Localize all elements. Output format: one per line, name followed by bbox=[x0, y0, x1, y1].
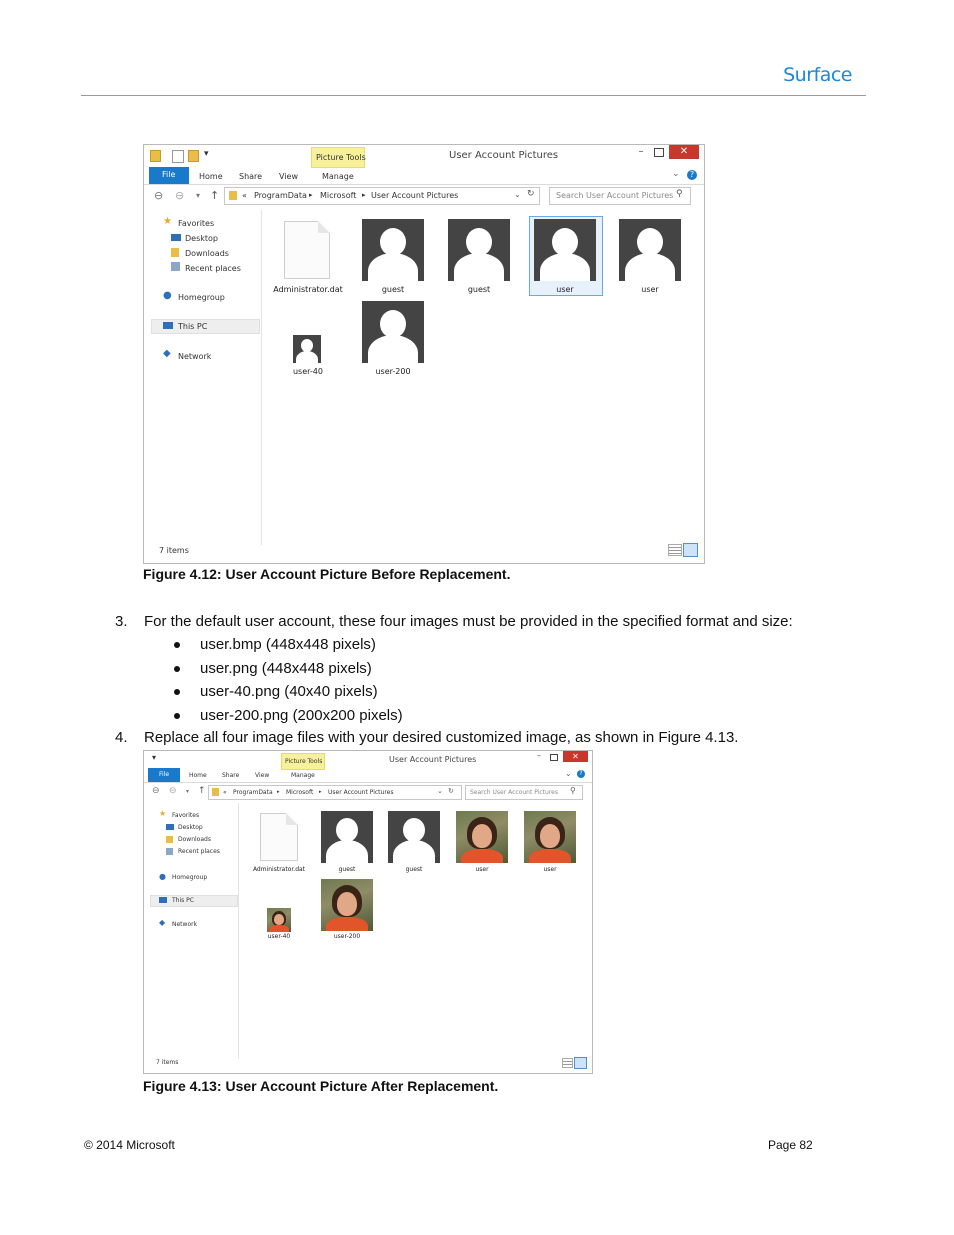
bullet-item bbox=[200, 660, 372, 677]
nav-network[interactable]: Network bbox=[172, 921, 198, 928]
file-thumbnail-administrator-dat[interactable] bbox=[284, 221, 330, 279]
page-fold-icon bbox=[318, 221, 330, 233]
nav-favorites[interactable]: Favorites bbox=[178, 219, 215, 228]
quick-access-dropdown-icon[interactable]: ▾ bbox=[204, 149, 209, 159]
tab-home[interactable]: Home bbox=[189, 772, 207, 779]
bullet-item bbox=[200, 636, 376, 653]
nav-favorites[interactable]: Favorites bbox=[172, 812, 200, 819]
tab-manage[interactable]: Manage bbox=[291, 772, 315, 779]
file-label: user-40 bbox=[267, 933, 291, 940]
address-folder-icon bbox=[229, 191, 237, 200]
refresh-icon[interactable]: ↻ bbox=[527, 189, 535, 199]
step-4-number: 4. bbox=[115, 729, 128, 746]
tab-view[interactable]: View bbox=[255, 772, 270, 779]
back-button-icon[interactable]: ⊖ bbox=[152, 786, 160, 796]
forward-button-icon[interactable]: ⊖ bbox=[175, 189, 185, 202]
breadcrumb-separator-icon: ▸ bbox=[309, 191, 313, 199]
title-bar bbox=[144, 751, 592, 768]
footer-copyright: © 2014 Microsoft bbox=[84, 1138, 175, 1152]
this-pc-icon bbox=[159, 897, 167, 903]
bullet-item bbox=[200, 707, 403, 724]
status-item-count: 7 items bbox=[156, 1059, 179, 1066]
tab-manage[interactable]: Manage bbox=[322, 172, 354, 181]
bullet-item bbox=[200, 683, 378, 700]
nav-downloads[interactable]: Downloads bbox=[178, 836, 211, 843]
homegroup-icon: ● bbox=[159, 872, 166, 881]
minimize-button[interactable]: – bbox=[638, 146, 644, 157]
user-silhouette-icon[interactable] bbox=[388, 811, 440, 863]
nav-this-pc[interactable]: This PC bbox=[178, 322, 208, 331]
bullet-dot bbox=[174, 666, 180, 672]
breadcrumb-separator-icon: ▸ bbox=[362, 191, 366, 199]
window-title: User Account Pictures bbox=[389, 755, 477, 764]
breadcrumb-microsoft[interactable]: Microsoft bbox=[320, 191, 357, 200]
address-folder-icon bbox=[212, 788, 219, 796]
downloads-icon bbox=[171, 248, 179, 257]
user-silhouette-icon[interactable] bbox=[321, 811, 373, 863]
status-item-count: 7 items bbox=[159, 546, 189, 555]
search-icon: ⚲ bbox=[570, 786, 576, 795]
figure-caption: Figure 4.12: User Account Picture Before Replacement. bbox=[143, 566, 511, 582]
footer-page-number: Page 82 bbox=[768, 1138, 813, 1152]
back-button-icon[interactable]: ⊖ bbox=[154, 189, 164, 202]
details-view-icon[interactable] bbox=[668, 544, 682, 556]
title-bar bbox=[144, 145, 704, 167]
desktop-icon bbox=[166, 824, 174, 830]
large-icons-view-icon[interactable] bbox=[574, 1057, 587, 1069]
search-placeholder: Search User Account Pictures bbox=[556, 191, 674, 200]
navigation-pane bbox=[149, 210, 262, 545]
address-bar[interactable] bbox=[224, 187, 540, 205]
expand-ribbon-icon[interactable]: ⌄ bbox=[672, 169, 680, 179]
user-silhouette-icon[interactable] bbox=[362, 301, 424, 363]
file-label: guest bbox=[467, 285, 491, 294]
step-4-text: Replace all four image files with your desired customized image, as shown in Figure 4.13. bbox=[144, 729, 739, 746]
nav-recent-places[interactable]: Recent places bbox=[185, 264, 241, 273]
tab-file-label: File bbox=[159, 771, 170, 778]
network-icon: ◆ bbox=[163, 348, 171, 359]
search-box[interactable] bbox=[465, 785, 583, 800]
user-silhouette-icon[interactable] bbox=[362, 219, 424, 281]
up-button-icon[interactable]: ↑ bbox=[198, 786, 206, 796]
nav-recent-places[interactable]: Recent places bbox=[178, 848, 220, 855]
breadcrumb-separator-icon: ▸ bbox=[319, 789, 322, 795]
close-button[interactable]: ✕ bbox=[669, 145, 699, 159]
file-label: user-200 bbox=[375, 367, 411, 376]
navigation-pane bbox=[148, 803, 239, 1059]
breadcrumb-programdata[interactable]: ProgramData bbox=[254, 191, 307, 200]
tab-share[interactable]: Share bbox=[239, 172, 263, 181]
bullet-dot bbox=[174, 689, 180, 695]
explorer-window-after bbox=[143, 750, 593, 1074]
user-silhouette-icon[interactable] bbox=[293, 335, 321, 363]
step-3-text: For the default user account, these four images must be provided in the specified format and size: bbox=[144, 613, 793, 630]
file-label: user bbox=[543, 866, 557, 873]
picture-tools-tab[interactable] bbox=[311, 147, 365, 168]
file-label: user bbox=[641, 285, 659, 294]
breadcrumb-separator-icon: ▸ bbox=[277, 789, 280, 795]
maximize-button[interactable] bbox=[654, 148, 664, 157]
bullet-text: user-200.png (200x200 pixels) bbox=[200, 707, 403, 724]
tab-file[interactable] bbox=[148, 768, 180, 782]
search-placeholder: Search User Account Pictures bbox=[470, 789, 558, 796]
forward-button-icon[interactable]: ⊖ bbox=[169, 786, 177, 796]
address-dropdown-icon[interactable]: ⌄ bbox=[514, 190, 521, 199]
nav-desktop[interactable]: Desktop bbox=[178, 824, 203, 831]
tab-file[interactable] bbox=[149, 167, 189, 184]
brand-logo: Surface bbox=[783, 64, 852, 86]
up-button-icon[interactable]: ↑ bbox=[210, 189, 220, 202]
maximize-button[interactable] bbox=[550, 754, 558, 761]
bullet-text: user.png (448x448 pixels) bbox=[200, 660, 372, 677]
explorer-window-before bbox=[143, 144, 705, 564]
help-icon[interactable]: ? bbox=[687, 170, 697, 180]
ribbon-tabs bbox=[144, 768, 592, 783]
this-pc-icon bbox=[163, 322, 173, 329]
file-thumbnail-administrator-dat[interactable] bbox=[260, 813, 298, 861]
expand-ribbon-icon[interactable]: ⌄ bbox=[565, 769, 572, 778]
user-photo-thumbnail[interactable] bbox=[321, 879, 373, 931]
user-silhouette-icon[interactable] bbox=[534, 219, 596, 281]
downloads-icon bbox=[166, 836, 173, 843]
desktop-icon bbox=[171, 234, 181, 241]
recent-locations-icon[interactable]: ▾ bbox=[186, 788, 190, 795]
user-silhouette-icon[interactable] bbox=[448, 219, 510, 281]
recent-places-icon bbox=[171, 262, 180, 271]
refresh-icon[interactable]: ↻ bbox=[448, 787, 454, 795]
large-icons-view-icon[interactable] bbox=[683, 543, 698, 557]
nav-homegroup[interactable]: Homegroup bbox=[178, 293, 225, 302]
file-label: guest bbox=[381, 285, 405, 294]
file-label: user-40 bbox=[292, 367, 323, 376]
user-photo-thumbnail[interactable] bbox=[267, 908, 291, 932]
help-icon[interactable]: ? bbox=[577, 770, 585, 778]
properties-icon[interactable] bbox=[172, 150, 184, 163]
breadcrumb-user-account-pictures[interactable]: User Account Pictures bbox=[371, 191, 459, 200]
bullet-dot bbox=[174, 713, 180, 719]
minimize-button[interactable]: – bbox=[537, 751, 541, 760]
nav-this-pc[interactable]: This PC bbox=[172, 897, 194, 904]
breadcrumb-overflow[interactable]: « bbox=[242, 191, 247, 200]
file-label: guest bbox=[405, 866, 423, 873]
breadcrumb-user-account-pictures[interactable]: User Account Pictures bbox=[328, 789, 394, 796]
nav-network[interactable]: Network bbox=[178, 352, 212, 361]
file-label: user bbox=[475, 866, 489, 873]
tab-view[interactable]: View bbox=[279, 172, 298, 181]
user-silhouette-icon[interactable] bbox=[619, 219, 681, 281]
file-label: Administrator.dat bbox=[252, 866, 306, 873]
bullet-text: user.bmp (448x448 pixels) bbox=[200, 636, 376, 653]
breadcrumb-programdata[interactable]: ProgramData bbox=[233, 789, 273, 796]
search-icon: ⚲ bbox=[676, 189, 683, 199]
homegroup-icon: ● bbox=[163, 290, 172, 301]
folder-icon bbox=[150, 150, 161, 162]
address-dropdown-icon[interactable]: ⌄ bbox=[437, 787, 443, 795]
address-bar[interactable] bbox=[208, 785, 462, 800]
tab-share[interactable]: Share bbox=[222, 772, 240, 779]
window-title: User Account Pictures bbox=[449, 150, 559, 161]
tab-file-label: File bbox=[162, 170, 176, 179]
bullet-text: user-40.png (40x40 pixels) bbox=[200, 683, 378, 700]
file-label: user bbox=[556, 285, 574, 294]
bullet-dot bbox=[174, 642, 180, 648]
network-icon: ◆ bbox=[159, 918, 166, 927]
new-folder-icon[interactable] bbox=[188, 150, 199, 162]
search-box[interactable] bbox=[549, 187, 691, 205]
details-view-icon[interactable] bbox=[562, 1058, 573, 1068]
file-label: Administrator.dat bbox=[273, 285, 343, 294]
favorites-star-icon: ★ bbox=[159, 809, 167, 818]
header-divider bbox=[81, 95, 866, 96]
step-3-number: 3. bbox=[115, 613, 128, 630]
file-label: guest bbox=[338, 866, 356, 873]
nav-desktop[interactable]: Desktop bbox=[185, 234, 218, 243]
file-label: user-200 bbox=[333, 933, 361, 940]
favorites-star-icon: ★ bbox=[163, 216, 172, 227]
page-fold-icon bbox=[286, 813, 298, 825]
tab-home[interactable]: Home bbox=[199, 172, 223, 181]
breadcrumb-microsoft[interactable]: Microsoft bbox=[286, 789, 314, 796]
recent-locations-icon[interactable]: ▾ bbox=[196, 191, 201, 200]
quick-access-dropdown-icon[interactable]: ▾ bbox=[152, 753, 157, 762]
user-photo-thumbnail[interactable] bbox=[456, 811, 508, 863]
close-button[interactable]: ✕ bbox=[563, 751, 588, 762]
nav-homegroup[interactable]: Homegroup bbox=[172, 874, 208, 881]
breadcrumb-overflow[interactable]: « bbox=[223, 789, 227, 796]
figure-caption: Figure 4.13: User Account Picture After Replacement. bbox=[143, 1078, 499, 1094]
ribbon-tabs bbox=[144, 167, 704, 185]
nav-downloads[interactable]: Downloads bbox=[185, 249, 229, 258]
user-photo-thumbnail[interactable] bbox=[524, 811, 576, 863]
picture-tools-label: Picture Tools bbox=[285, 758, 323, 765]
picture-tools-label: Picture Tools bbox=[316, 153, 366, 162]
recent-places-icon bbox=[166, 848, 173, 855]
